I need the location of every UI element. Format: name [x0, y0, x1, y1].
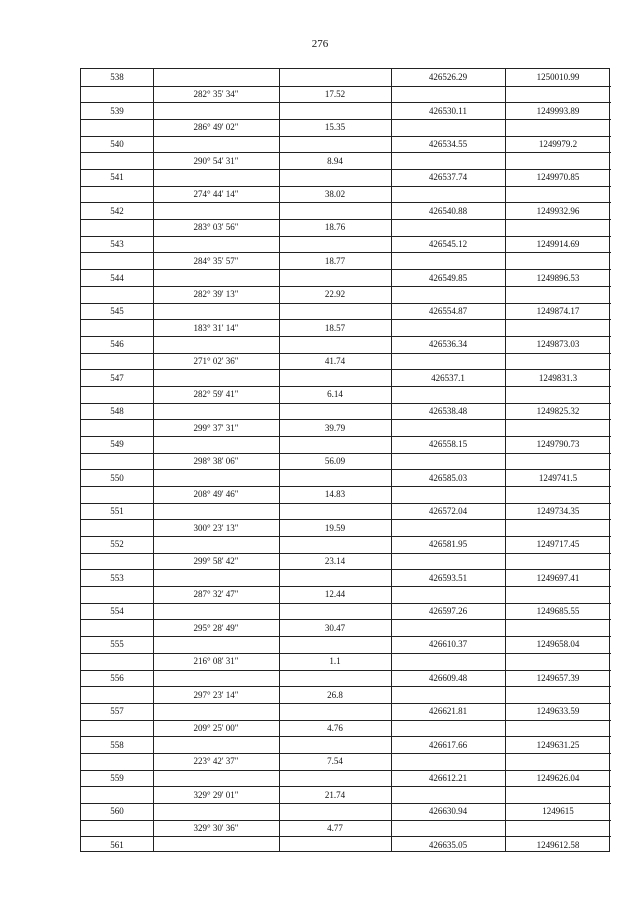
- easting-value: 426538.48: [428, 405, 468, 416]
- half-row-divider: [81, 553, 611, 554]
- row-divider: [81, 803, 611, 804]
- distance-value: 38.02: [324, 189, 346, 200]
- half-row-divider: [81, 820, 611, 821]
- half-row-divider: [81, 686, 611, 687]
- northing-value: 1249685.55: [536, 606, 580, 617]
- northing-value: 1249970.85: [536, 172, 580, 183]
- northing-value: 1249633.59: [536, 706, 580, 717]
- easting-value: 426536.34: [428, 339, 468, 350]
- northing-value: 1249790.73: [536, 439, 580, 450]
- northing-value: 1249612.58: [536, 839, 580, 850]
- easting-value: 426630.94: [428, 806, 468, 817]
- distance-value: 7.54: [327, 756, 343, 767]
- bearing-value: 271° 02' 36": [193, 355, 239, 366]
- easting-value: 426593.51: [428, 572, 468, 583]
- bearing-value: 284° 35' 57": [193, 255, 239, 266]
- bearing-value: 223° 42' 37": [193, 756, 239, 767]
- point-id: 549: [110, 439, 124, 450]
- bearing-value: 300° 23' 13": [193, 522, 239, 533]
- survey-coordinate-table: [80, 68, 610, 852]
- easting-value: 426554.87: [428, 305, 468, 316]
- point-id: 541: [110, 172, 124, 183]
- bearing-value: 282° 39' 13": [193, 289, 239, 300]
- easting-value: 426572.04: [428, 506, 468, 517]
- bearing-value: 329° 29' 01": [193, 789, 239, 800]
- point-id: 555: [110, 639, 124, 650]
- northing-value: 1249626.04: [536, 772, 580, 783]
- northing-value: 1249874.17: [536, 305, 580, 316]
- easting-value: 426612.21: [428, 772, 468, 783]
- half-row-divider: [81, 619, 611, 620]
- bearing-value: 208° 49' 46": [193, 489, 239, 500]
- point-id: 543: [110, 239, 124, 250]
- half-row-divider: [81, 152, 611, 153]
- row-divider: [81, 736, 611, 737]
- half-row-divider: [81, 119, 611, 120]
- distance-value: 6.14: [327, 389, 343, 400]
- bearing-value: 209° 25' 00": [193, 722, 239, 733]
- northing-value: 1249657.39: [536, 672, 580, 683]
- distance-value: 30.47: [324, 622, 346, 633]
- row-divider: [81, 569, 611, 570]
- row-divider: [81, 536, 611, 537]
- point-id: 559: [110, 772, 124, 783]
- point-id: 560: [110, 806, 124, 817]
- distance-value: 21.74: [324, 789, 346, 800]
- distance-value: 18.57: [324, 322, 346, 333]
- northing-value: 1249697.41: [536, 572, 580, 583]
- row-divider: [81, 169, 611, 170]
- point-id: 542: [110, 205, 124, 216]
- half-row-divider: [81, 786, 611, 787]
- bearing-value: 286° 49' 02": [193, 122, 239, 133]
- northing-value: 1249993.89: [536, 105, 580, 116]
- distance-value: 22.92: [324, 289, 346, 300]
- easting-value: 426635.05: [428, 839, 468, 850]
- row-divider: [81, 636, 611, 637]
- point-id: 548: [110, 405, 124, 416]
- distance-value: 1.1: [329, 656, 341, 667]
- row-divider: [81, 102, 611, 103]
- easting-value: 426534.55: [428, 139, 468, 150]
- point-id: 556: [110, 672, 124, 683]
- row-divider: [81, 436, 611, 437]
- row-divider: [81, 303, 611, 304]
- distance-value: 12.44: [324, 589, 346, 600]
- point-id: 538: [110, 72, 124, 83]
- bearing-value: 295° 28' 49": [193, 622, 239, 633]
- bearing-value: 297° 23' 14": [193, 689, 239, 700]
- row-divider: [81, 603, 611, 604]
- point-id: 554: [110, 606, 124, 617]
- distance-value: 18.77: [324, 255, 346, 266]
- easting-value: 426526.29: [428, 72, 468, 83]
- easting-value: 426549.85: [428, 272, 468, 283]
- point-id: 546: [110, 339, 124, 350]
- half-row-divider: [81, 219, 611, 220]
- half-row-divider: [81, 453, 611, 454]
- row-divider: [81, 469, 611, 470]
- row-divider: [81, 369, 611, 370]
- northing-value: 1249914.69: [536, 239, 580, 250]
- easting-value: 426537.74: [428, 172, 468, 183]
- distance-value: 4.77: [327, 822, 343, 833]
- distance-value: 26.8: [327, 689, 343, 700]
- easting-value: 426585.03: [428, 472, 468, 483]
- northing-value: 1249932.96: [536, 205, 580, 216]
- half-row-divider: [81, 386, 611, 387]
- point-id: 550: [110, 472, 124, 483]
- point-id: 557: [110, 706, 124, 717]
- row-divider: [81, 836, 611, 837]
- distance-value: 56.09: [324, 456, 346, 466]
- northing-value: 1249734.35: [536, 506, 580, 517]
- easting-value: 426558.15: [428, 439, 468, 450]
- northing-value: 1249896.53: [536, 272, 580, 283]
- row-divider: [81, 269, 611, 270]
- bearing-value: 299° 37' 31": [193, 422, 239, 433]
- row-divider: [81, 403, 611, 404]
- bearing-value: 329° 30' 36": [193, 822, 239, 833]
- bearing-value: 282° 59' 41": [193, 389, 239, 400]
- northing-value: 1249658.04: [536, 639, 580, 650]
- distance-value: 14.83: [324, 489, 346, 500]
- easting-value: 426621.81: [428, 706, 468, 717]
- bearing-value: 282° 35' 34": [193, 89, 239, 100]
- bearing-value: 183° 31' 14": [193, 322, 239, 333]
- northing-value: 1249741.5: [538, 472, 578, 483]
- northing-value: 1250010.99: [536, 72, 580, 83]
- point-id: 545: [110, 305, 124, 316]
- half-row-divider: [81, 286, 611, 287]
- bearing-value: 290° 54' 31": [193, 155, 239, 166]
- half-row-divider: [81, 353, 611, 354]
- half-row-divider: [81, 753, 611, 754]
- row-divider: [81, 770, 611, 771]
- northing-value: 1249979.2: [538, 139, 578, 150]
- easting-value: 426609.48: [428, 672, 468, 683]
- row-divider: [81, 336, 611, 337]
- northing-value: 1249717.45: [536, 539, 580, 550]
- northing-value: 1249831.3: [538, 372, 578, 383]
- northing-value: 1249615: [542, 806, 574, 817]
- half-row-divider: [81, 86, 611, 87]
- point-id: 540: [110, 139, 124, 150]
- distance-value: 39.79: [324, 422, 346, 433]
- half-row-divider: [81, 186, 611, 187]
- distance-value: 15.35: [324, 122, 346, 133]
- point-id: 553: [110, 572, 124, 583]
- bearing-value: 216° 08' 31": [193, 656, 239, 667]
- half-row-divider: [81, 252, 611, 253]
- point-id: 552: [110, 539, 124, 550]
- page-number: 276: [311, 38, 329, 50]
- half-row-divider: [81, 486, 611, 487]
- bearing-value: 298° 38' 06": [193, 456, 239, 466]
- half-row-divider: [81, 586, 611, 587]
- row-divider: [81, 202, 611, 203]
- half-row-divider: [81, 720, 611, 721]
- distance-value: 17.52: [324, 89, 346, 100]
- distance-value: 23.14: [324, 556, 346, 567]
- easting-value: 426597.26: [428, 606, 468, 617]
- easting-value: 426537.1: [431, 372, 465, 383]
- point-id: 561: [110, 839, 124, 850]
- distance-value: 18.76: [324, 222, 346, 233]
- easting-value: 426581.95: [428, 539, 468, 550]
- row-divider: [81, 236, 611, 237]
- easting-value: 426540.88: [428, 205, 468, 216]
- easting-value: 426617.66: [428, 739, 468, 750]
- bearing-value: 299° 58' 42": [193, 556, 239, 567]
- row-divider: [81, 136, 611, 137]
- point-id: 547: [110, 372, 124, 383]
- row-divider: [81, 670, 611, 671]
- bearing-value: 274° 44' 14": [193, 189, 239, 200]
- distance-value: 8.94: [327, 155, 343, 166]
- distance-value: 19.59: [324, 522, 346, 533]
- point-id: 544: [110, 272, 124, 283]
- easting-value: 426610.37: [428, 639, 468, 650]
- half-row-divider: [81, 519, 611, 520]
- bearing-value: 287° 32' 47": [193, 589, 239, 600]
- row-divider: [81, 703, 611, 704]
- distance-value: 4.76: [327, 722, 343, 733]
- northing-value: 1249873.03: [536, 339, 580, 350]
- northing-value: 1249631.25: [536, 739, 580, 750]
- distance-value: 41.74: [324, 355, 346, 366]
- bearing-value: 283° 03' 56": [193, 222, 239, 233]
- half-row-divider: [81, 419, 611, 420]
- easting-value: 426545.12: [428, 239, 468, 250]
- northing-value: 1249825.32: [536, 405, 580, 416]
- half-row-divider: [81, 653, 611, 654]
- half-row-divider: [81, 319, 611, 320]
- point-id: 558: [110, 739, 124, 750]
- row-divider: [81, 503, 611, 504]
- point-id: 551: [110, 506, 124, 517]
- easting-value: 426530.11: [429, 105, 467, 116]
- point-id: 539: [110, 105, 124, 116]
